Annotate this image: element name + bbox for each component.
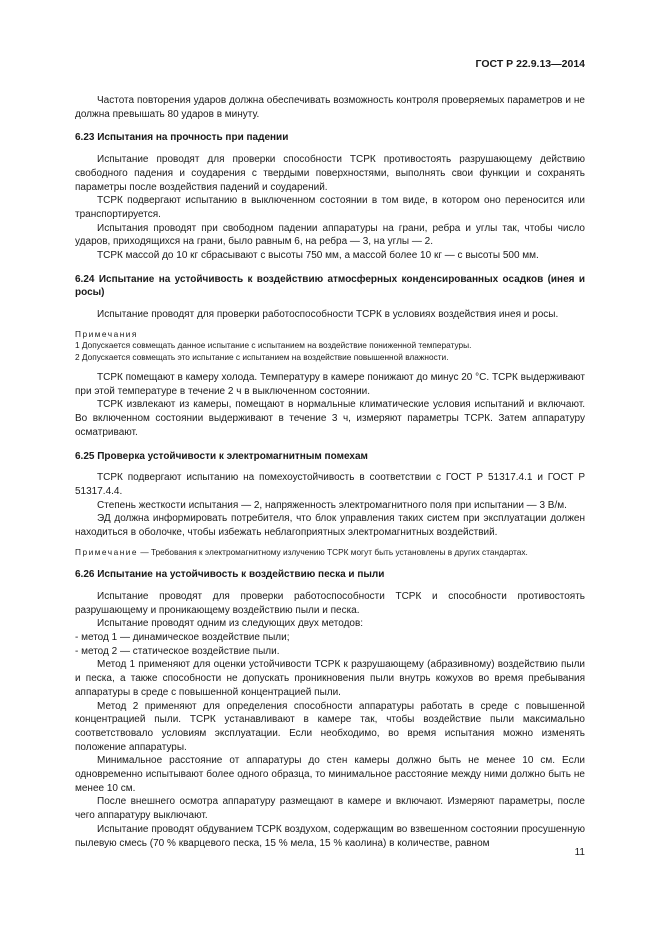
page-content xyxy=(75,94,585,850)
section-heading-6-25: 6.25 Проверка устойчивости к электромагнитным помехам xyxy=(75,450,368,462)
document-id-header: ГОСТ Р 22.9.13—2014 xyxy=(475,58,585,70)
page-number: 11 xyxy=(574,847,585,858)
paragraph: Испытание проводят одним из следующих двух методов: xyxy=(97,618,364,630)
paragraph: Испытание проводят для проверки работоспособности ТСРК в условиях воздействия инея и росы. xyxy=(97,309,559,321)
section-heading-6-23: 6.23 Испытания на прочность при падении xyxy=(75,132,289,144)
section-heading-6-26: 6.26 Испытание на устойчивость к воздействию песка и пыли xyxy=(75,569,385,581)
list-item: - метод 1 — динамическое воздействие пыли; xyxy=(75,632,290,644)
note-title: Примечания xyxy=(75,328,138,339)
note-text: — Требования к электромагнитному излучению ТСРК могут быть установлены в других стандартах. xyxy=(138,546,528,557)
paragraph: Степень жесткости испытания — 2, напряженность электромагнитного поля при испытании — 3 В/м. xyxy=(97,499,567,511)
section-heading-6-24: 6.24 Испытание на устойчивость к воздействию атмосферных конденсированных осадков (инея и росы) xyxy=(75,273,585,299)
paragraph: После внешнего осмотра аппаратуру размещают в камере и включают. Измеряют параметры, после чего аппаратуру выключают. xyxy=(75,796,585,822)
paragraph: ТСРК извлекают из камеры, помещают в нормальные климатические условия испытаний и включают. Во включенном состоянии выдерживают в течение 3 ч, измеряют параметры ТСРК. Затем аппаратуру осматривают. xyxy=(75,399,585,438)
paragraph: Метод 2 применяют для определения способности аппаратуры работать в среде с повышенной концентрацией пыли. ТСРК устанавливают в камере так, чтобы воздействие пыли максимально соответствовало условиям эксплуатации. Если необходимо, во время испытания можно изменять положение аппаратуры. xyxy=(75,700,585,753)
paragraph: Испытание проводят для проверки работоспособности ТСРК и способности противостоять разрушающему и проникающему воздействию пыли и песка. xyxy=(75,590,585,616)
paragraph: Частота повторения ударов должна обеспечивать возможность контроля проверяемых параметров и не должна превышать 80 ударов в минуту. xyxy=(75,95,585,120)
paragraph: ЭД должна информировать потребителя, что блок управления таких систем при эксплуатации должен находиться в оболочке, чтобы избежать неблагоприятных электромагнитных воздействий. xyxy=(75,513,585,539)
list-item: - метод 2 — статическое воздействие пыли. xyxy=(75,645,280,657)
note-title: Примечание xyxy=(75,546,139,557)
paragraph: ТСРК подвергают испытанию на помехоустойчивость в соответствии с ГОСТ Р 51317.4.1 и ГОСТ Р 51317.4.4. xyxy=(75,472,585,497)
note xyxy=(75,547,585,558)
note-item: 1 Допускается совмещать данное испытание с испытанием на воздействие пониженной температуры. xyxy=(75,340,472,351)
note-block xyxy=(75,547,585,558)
paragraph: Испытание проводят обдуванием ТСРК воздухом, содержащим во взвешенном состоянии просушенную пылевую смесь (70 % кварцевого песка, 15 % мела, 15 % каолина) в количестве, равном xyxy=(75,823,585,849)
paragraph: Метод 1 применяют для оценки устойчивости ТСРК к разрушающему (абразивному) воздействию пыли и песка, а также способности не допускать проникновения пыли внутрь кожухов во время пребывания аппаратуры в среде с повышенной концентрацией пыли. xyxy=(75,659,585,698)
paragraph: ТСРК массой до 10 кг сбрасывают с высоты 750 мм, а массой более 10 кг — с высоты 500 мм. xyxy=(97,250,539,262)
notes-block xyxy=(75,329,585,363)
paragraph: ТСРК помещают в камеру холода. Температуру в камере понижают до минус 20 °С. ТСРК выдерживают при этой температуре в течение 2 ч в выключенном состоянии. xyxy=(75,372,585,397)
paragraph: ТСРК подвергают испытанию в выключенном состоянии в том виде, в котором оно переносится или транспортируется. xyxy=(75,195,585,220)
paragraph: Минимальное расстояние от аппаратуры до стен камеры должно быть не менее 10 см. Если одновременно испытывают более одного образца, то минимальное расстояние между ними должно быть не менее 10 см. xyxy=(75,755,585,794)
note-item: 2 Допускается совмещать это испытание с испытанием на воздействие повышенной влажности. xyxy=(75,351,449,362)
paragraph: Испытания проводят при свободном падении аппаратуры на грани, ребра и углы так, чтобы число ударов, приходящихся на грани, было равным 6, на ребра — 3, на углы — 2. xyxy=(75,222,585,248)
paragraph: Испытание проводят для проверки способности ТСРК противостоять разрушающему действию свободного падения и соударения с твердыми поверхностями, выполнять свои функции и сохранять параметры после воздействия падений и соударений. xyxy=(75,154,585,193)
